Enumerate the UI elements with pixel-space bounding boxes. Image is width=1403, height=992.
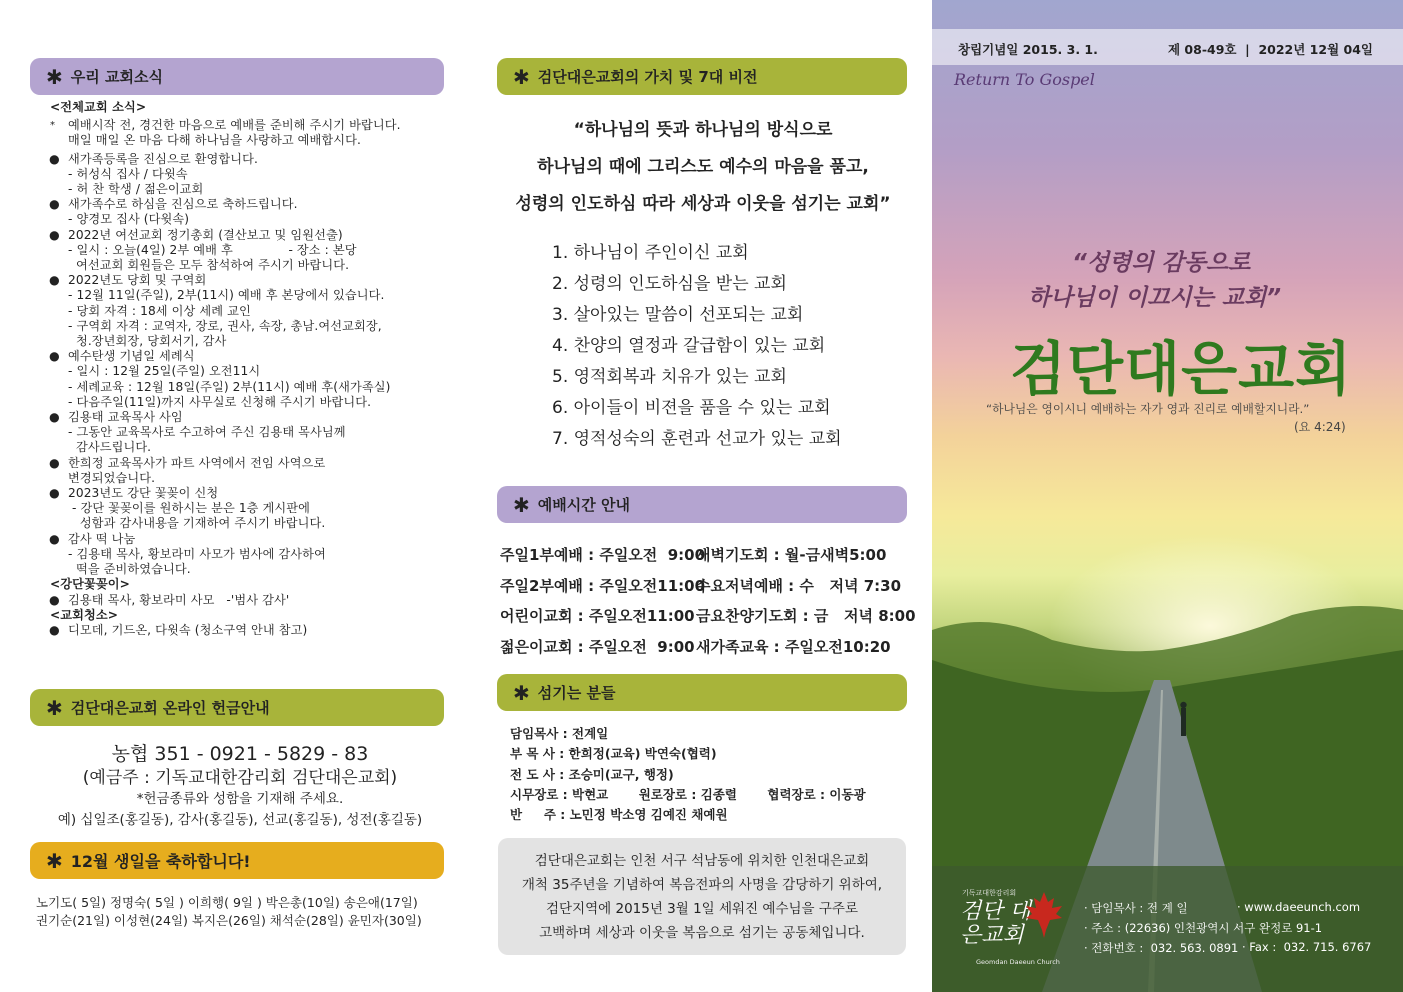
asterisk-icon: * bbox=[50, 120, 56, 132]
donation-title: 검단대은교회 온라인 헌금안내 bbox=[70, 699, 270, 717]
item-text: 2022년 여선교회 정기총회 (결산보고 및 임원선출) bbox=[68, 227, 343, 242]
flower-item bbox=[48, 593, 448, 608]
item-line: 여선교회 회원들은 모두 참석하여 주시기 바랍니다. bbox=[68, 258, 350, 273]
vision-header bbox=[497, 58, 907, 95]
church-name: 검단대은교회 bbox=[1010, 335, 1353, 403]
maple-leaf-icon bbox=[1024, 890, 1064, 938]
item-line: - 다음주일(11일)까지 사무실로 신청해 주시기 바랍니다. bbox=[68, 394, 372, 409]
bullet-icon: ● bbox=[49, 151, 60, 166]
about-line: 검단지역에 2015년 3월 1일 세워진 예수님을 구주로 bbox=[545, 901, 859, 917]
donation-account: 농협 351 - 0921 - 5829 - 83 bbox=[111, 743, 369, 765]
bullet-icon: ● bbox=[49, 622, 60, 637]
star-icon: ✱ bbox=[46, 848, 63, 873]
service-cell: 새가족교육 : 주일오전10:20 bbox=[696, 637, 891, 656]
services-header bbox=[497, 486, 907, 523]
cover-landscape bbox=[932, 0, 1403, 992]
star-icon: ✱ bbox=[513, 680, 530, 705]
item-text: 김용태 교육목사 사임 bbox=[68, 410, 183, 425]
staff-row: 전 도 사 : 조승미(교구, 행정) bbox=[510, 766, 674, 782]
bullet-icon: ● bbox=[49, 349, 60, 364]
website-link[interactable]: · www.daeeunch.com bbox=[1237, 900, 1361, 914]
clean-subheading: <교회청소> bbox=[50, 607, 119, 622]
star-icon: ✱ bbox=[46, 695, 63, 720]
cover-panel bbox=[932, 0, 1403, 992]
quote-line: “하나님의 뜻과 하나님의 방식으로 bbox=[573, 120, 833, 140]
about-line: 고백하며 세상과 이웃을 복음으로 섬기는 공동체입니다. bbox=[539, 925, 865, 941]
news-header bbox=[30, 58, 444, 95]
logo-name: 검단 대은교회 bbox=[960, 899, 1031, 948]
item-line: - 김용태 목사, 황보라미 사모가 범사에 감사하여 bbox=[68, 546, 326, 561]
service-cell: 금요찬양기도회 : 금 저녁 8:00 bbox=[696, 607, 916, 625]
bullet-icon: ● bbox=[49, 486, 60, 501]
staff-row: 시무장로 : 박현교 원로장로 : 김종렬 협력장로 : 이동광 bbox=[510, 786, 866, 802]
vision-list bbox=[552, 238, 842, 455]
slogan-line: 하나님이 이끄시는 교회” bbox=[1028, 285, 1282, 311]
item-text: 김용태 목사, 황보라미 사모 -'범사 감사' bbox=[68, 592, 290, 607]
about-box bbox=[498, 838, 906, 955]
logo-english: Geomdan Daeeun Church bbox=[976, 958, 1060, 966]
donation-holder: (예금주 : 기독교대한감리회 검단대은교회) bbox=[82, 768, 398, 788]
address-info: · 주소 : (22636) 인천광역시 서구 완정로 91-1 bbox=[1084, 921, 1323, 935]
service-cell: 젊은이교회 : 주일오전 9:00 bbox=[500, 637, 695, 656]
clean-item bbox=[48, 623, 448, 638]
news-item bbox=[48, 349, 448, 410]
slogan-line: “성령의 감동으로 bbox=[1072, 250, 1251, 276]
service-cell: 새벽기도회 : 월-금새벽5:00 bbox=[696, 546, 887, 564]
item-line: - 허 찬 학생 / 젊은이교회 bbox=[68, 182, 204, 197]
staff-row: 부 목 사 : 한희정(교육) 박연숙(협력) bbox=[510, 746, 717, 762]
bible-verse: “하나님은 영이시니 예배하는 자가 영과 진리로 예배할지니라.” bbox=[986, 402, 1310, 416]
news-subheading: <전체교회 소식> bbox=[50, 100, 147, 114]
service-row bbox=[500, 571, 916, 602]
star-icon: ✱ bbox=[46, 64, 63, 89]
news-item bbox=[48, 532, 448, 578]
service-cell: 어린이교회 : 주일오전11:00 bbox=[500, 607, 695, 625]
flower-subheading: <강단꽃꽂이> bbox=[50, 577, 130, 592]
news-item bbox=[48, 486, 448, 532]
vision-item: 7. 영적성숙의 훈련과 선교가 있는 교회 bbox=[552, 429, 842, 449]
item-text: 예수탄생 기념일 세례식 bbox=[68, 349, 195, 364]
item-line: - 허성식 집사 / 다윗속 bbox=[68, 166, 188, 181]
bullet-icon: ● bbox=[49, 227, 60, 242]
bullet-icon: ● bbox=[49, 592, 60, 607]
star-icon: ✱ bbox=[513, 64, 530, 89]
vision-item: 5. 영적회복과 치유가 있는 교회 bbox=[552, 367, 787, 387]
item-line: - 강단 꽃꽂이를 원하시는 분은 1층 게시판에 bbox=[68, 501, 311, 516]
news-item bbox=[48, 197, 448, 227]
vision-item: 3. 살아있는 말씀이 선포되는 교회 bbox=[552, 305, 804, 325]
bullet-icon: ● bbox=[49, 197, 60, 212]
news-item bbox=[48, 228, 448, 274]
bullet-icon: ● bbox=[49, 273, 60, 288]
birthday-line: 권기순(21일) 이성현(24일) 복지은(26일) 채석순(28일) 윤민자(30일) bbox=[36, 913, 422, 928]
intro-line: 매일 매일 온 마음 다해 하나님을 사랑하고 예배합시다. bbox=[68, 133, 362, 148]
service-cell: 주일2부예배 : 주일오전11:00 bbox=[500, 576, 706, 595]
services-table bbox=[500, 540, 916, 662]
item-text: 2022년도 당회 및 구역회 bbox=[68, 273, 207, 288]
news-item bbox=[48, 456, 448, 486]
staff-list bbox=[510, 724, 866, 825]
staff-row: 담임목사 : 전계일 bbox=[510, 726, 609, 741]
news-item bbox=[48, 410, 448, 456]
item-line: - 일시 : 오늘(4일) 2부 예배 후 - 장소 : 본당 bbox=[68, 242, 357, 257]
vision-item: 2. 성령의 인도하심을 받는 교회 bbox=[552, 274, 787, 294]
about-line: 검단대은교회는 인천 서구 석남동에 위치한 인천대은교회 bbox=[534, 853, 870, 869]
item-line: 변경되었습니다. bbox=[68, 470, 156, 485]
vision-title: 검단대은교회의 가치 및 7대 비전 bbox=[537, 68, 758, 86]
item-line: - 구역회 자격 : 교역자, 장로, 권사, 속장, 총남.여선교회장, bbox=[68, 318, 382, 333]
item-line: 성함과 감사내용을 기재하여 주시기 바랍니다. bbox=[68, 516, 326, 531]
donation-header bbox=[30, 689, 444, 726]
news-title: 우리 교회소식 bbox=[70, 68, 163, 86]
phone-info: · 전화번호 : 032. 563. 0891 bbox=[1084, 941, 1239, 955]
staff-header bbox=[497, 674, 907, 711]
service-cell: 수요저녁예배 : 수 저녁 7:30 bbox=[696, 576, 902, 595]
staff-title: 섬기는 분들 bbox=[537, 684, 616, 702]
item-line: 떡을 준비하였습니다. bbox=[68, 562, 191, 577]
intro-line: 예배시작 전, 경건한 마음으로 예배를 준비해 주시기 바랍니다. bbox=[68, 118, 401, 133]
item-text: 감사 떡 나눔 bbox=[68, 531, 136, 546]
item-text: 한희정 교육목사가 파트 사역에서 전임 사역으로 bbox=[68, 455, 326, 470]
item-text: 새가족등록을 진심으로 환영합니다. bbox=[68, 151, 259, 166]
news-item bbox=[48, 273, 448, 349]
item-text: 디모데, 기드온, 다윗속 (청소구역 안내 참고) bbox=[68, 622, 308, 637]
bullet-icon: ● bbox=[49, 531, 60, 546]
quote-line: 성령의 인도하심 따라 세상과 이웃을 섬기는 교회” bbox=[515, 194, 891, 214]
donation-example: 예) 십일조(홍길동), 감사(홍길동), 선교(홍길동), 성전(홍길동) bbox=[57, 812, 423, 828]
service-row bbox=[500, 601, 916, 632]
news-item bbox=[48, 152, 448, 198]
item-line: - 일시 : 12월 25일(주일) 오전11시 bbox=[68, 364, 261, 379]
item-line: - 그동안 교육목사로 수고하여 주신 김용태 목사님께 bbox=[68, 425, 346, 440]
birthday-title: 12월 생일을 축하합니다! bbox=[70, 852, 251, 871]
news-intro bbox=[48, 118, 448, 148]
star-icon: ✱ bbox=[513, 492, 530, 517]
founded-date: 창립기념일 2015. 3. 1. bbox=[958, 42, 1098, 57]
vision-item: 4. 찬양의 열정과 갈급함이 있는 교회 bbox=[552, 336, 826, 356]
service-row bbox=[500, 540, 916, 571]
vision-item: 6. 아이들이 비젼을 품을 수 있는 교회 bbox=[552, 398, 831, 418]
issue-info: 제 08-49호 | 2022년 12월 04일 bbox=[1168, 42, 1373, 57]
news-body bbox=[48, 100, 448, 638]
donation-note: *헌금종류와 성함을 기재해 주세요. bbox=[136, 791, 344, 807]
item-line: 감사드립니다. bbox=[68, 440, 152, 455]
quote-line: 하나님의 때에 그리스도 예수의 마음을 품고, bbox=[537, 157, 869, 177]
item-line: - 양경모 집사 (다윗속) bbox=[68, 212, 190, 227]
about-line: 개척 35주년을 기념하여 복음전파의 사명을 감당하기 위하여, bbox=[521, 877, 883, 893]
birthday-header bbox=[30, 842, 444, 879]
bullet-icon: ● bbox=[49, 410, 60, 425]
item-text: 2023년도 강단 꽃꽂이 신청 bbox=[68, 486, 219, 501]
logo-top: 기독교대한감리회 bbox=[962, 889, 1017, 897]
birthday-line: 노기도( 5일) 정명숙( 5일 ) 이희행( 9일 ) 박은총(10일) 송은애(17일) bbox=[36, 895, 418, 910]
motto: Return To Gospel bbox=[954, 70, 1095, 89]
item-text: 새가족수로 하심을 진심으로 축하드립니다. bbox=[68, 197, 298, 212]
fax-info: · Fax : 032. 715. 6767 bbox=[1242, 940, 1372, 954]
item-line: - 세례교육 : 12월 18일(주일) 2부(11시) 예배 후(새가족실) bbox=[68, 379, 391, 394]
services-title: 예배시간 안내 bbox=[537, 496, 630, 514]
item-line: - 12월 11일(주일), 2부(11시) 예배 후 본당에서 있습니다. bbox=[68, 288, 385, 303]
pastor-info: · 담임목사 : 전 계 일 bbox=[1084, 901, 1188, 915]
item-line: - 당회 자격 : 18세 이상 세례 교인 bbox=[68, 303, 251, 318]
bullet-icon: ● bbox=[49, 455, 60, 470]
vision-quote bbox=[498, 112, 908, 223]
vision-item: 1. 하나님이 주인이신 교회 bbox=[552, 243, 749, 263]
service-cell: 주일1부예배 : 주일오전 9:00 bbox=[500, 546, 706, 564]
staff-row: 반 주 : 노민정 박소영 김예진 채예원 bbox=[510, 807, 728, 823]
service-row bbox=[500, 632, 916, 663]
verse-ref: (요 4:24) bbox=[1294, 420, 1346, 434]
item-line: 청.장년회장, 당회서기, 감사 bbox=[68, 334, 227, 349]
